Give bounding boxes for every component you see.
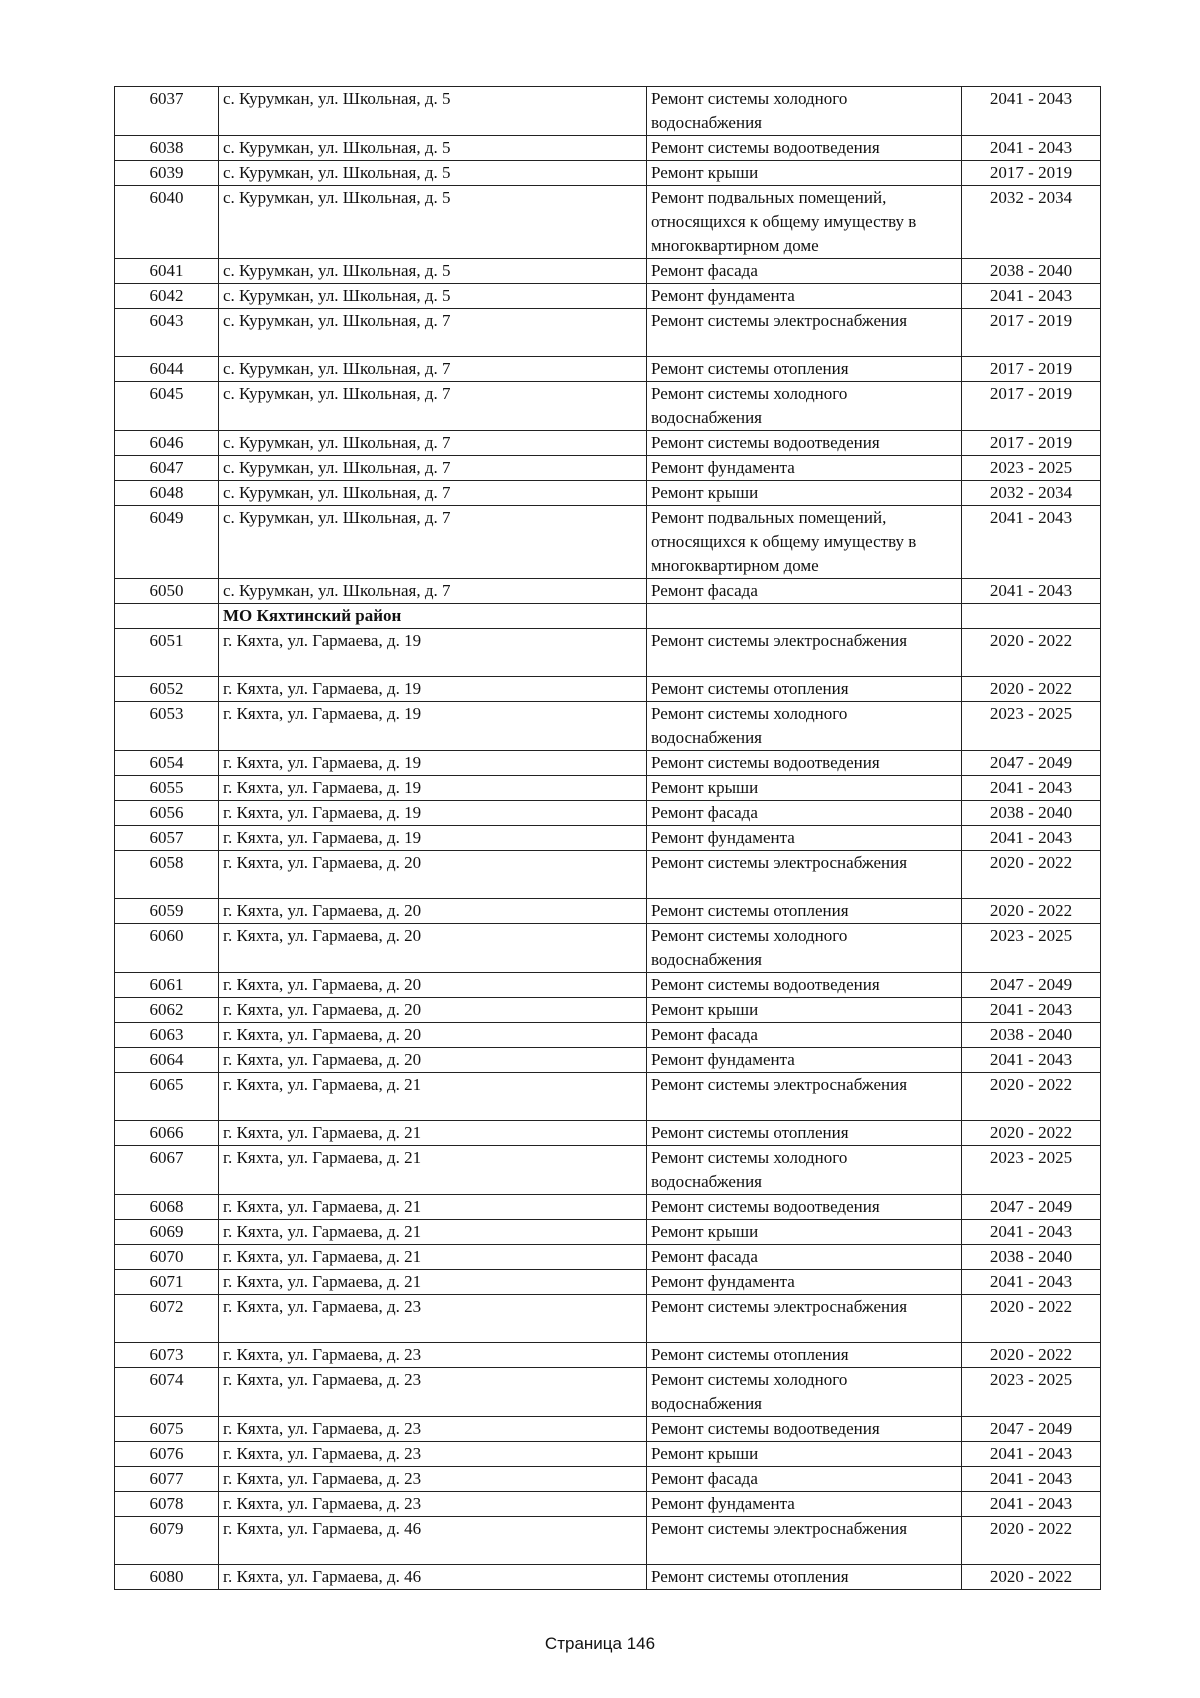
cell-period: 2023 - 2025	[962, 1368, 1101, 1417]
cell-num: 6051	[115, 629, 219, 677]
cell-num: 6040	[115, 186, 219, 259]
cell-num: 6066	[115, 1121, 219, 1146]
cell-work: Ремонт системы водоотведения	[647, 1417, 962, 1442]
cell-num: 6043	[115, 309, 219, 357]
table-row	[115, 259, 1101, 284]
cell-num: 6058	[115, 851, 219, 899]
cell-num: 6041	[115, 259, 219, 284]
cell-work: Ремонт системы водоотведения	[647, 136, 962, 161]
cell-work: Ремонт системы водоотведения	[647, 751, 962, 776]
table-row	[115, 899, 1101, 924]
table-row	[115, 801, 1101, 826]
cell-address: с. Курумкан, ул. Школьная, д. 7	[219, 579, 647, 604]
cell-work: Ремонт системы электроснабжения	[647, 851, 962, 899]
cell-work: Ремонт системы электроснабжения	[647, 629, 962, 677]
cell-address: г. Кяхта, ул. Гармаева, д. 19	[219, 629, 647, 677]
cell-address: г. Кяхта, ул. Гармаева, д. 20	[219, 1048, 647, 1073]
cell-address: с. Курумкан, ул. Школьная, д. 5	[219, 186, 647, 259]
cell-num: 6059	[115, 899, 219, 924]
table-row	[115, 579, 1101, 604]
table-row	[115, 1492, 1101, 1517]
cell-work: Ремонт системы водоотведения	[647, 1195, 962, 1220]
cell-num	[115, 604, 219, 629]
table-body	[115, 87, 1101, 1590]
cell-period: 2041 - 2043	[962, 284, 1101, 309]
cell-work: Ремонт крыши	[647, 481, 962, 506]
table-row	[115, 751, 1101, 776]
cell-address: с. Курумкан, ул. Школьная, д. 5	[219, 136, 647, 161]
cell-work	[647, 604, 962, 629]
cell-num: 6062	[115, 998, 219, 1023]
cell-address: г. Кяхта, ул. Гармаева, д. 19	[219, 751, 647, 776]
cell-address: г. Кяхта, ул. Гармаева, д. 19	[219, 702, 647, 751]
cell-period: 2041 - 2043	[962, 506, 1101, 579]
cell-work: Ремонт подвальных помещений, относящихся к общему имуществу в многоквартирном доме	[647, 186, 962, 259]
table-row	[115, 382, 1101, 431]
cell-period: 2020 - 2022	[962, 851, 1101, 899]
cell-address: г. Кяхта, ул. Гармаева, д. 21	[219, 1195, 647, 1220]
table-row	[115, 357, 1101, 382]
cell-period: 2041 - 2043	[962, 1492, 1101, 1517]
cell-num: 6054	[115, 751, 219, 776]
page-number: Страница 146	[544, 1634, 656, 1653]
cell-num: 6063	[115, 1023, 219, 1048]
cell-period: 2038 - 2040	[962, 1245, 1101, 1270]
table-row	[115, 1023, 1101, 1048]
table-row	[115, 1517, 1101, 1565]
cell-num: 6065	[115, 1073, 219, 1121]
cell-work: Ремонт крыши	[647, 1220, 962, 1245]
cell-address: г. Кяхта, ул. Гармаева, д. 23	[219, 1295, 647, 1343]
cell-period: 2041 - 2043	[962, 826, 1101, 851]
cell-work: Ремонт системы холодного водоснабжения	[647, 87, 962, 136]
cell-address: с. Курумкан, ул. Школьная, д. 5	[219, 259, 647, 284]
cell-num: 6061	[115, 973, 219, 998]
table-row	[115, 1565, 1101, 1590]
cell-address: г. Кяхта, ул. Гармаева, д. 23	[219, 1368, 647, 1417]
cell-work: Ремонт системы холодного водоснабжения	[647, 382, 962, 431]
cell-num: 6067	[115, 1146, 219, 1195]
cell-address: г. Кяхта, ул. Гармаева, д. 23	[219, 1417, 647, 1442]
cell-period: 2023 - 2025	[962, 702, 1101, 751]
cell-address: г. Кяхта, ул. Гармаева, д. 20	[219, 924, 647, 973]
cell-num: 6077	[115, 1467, 219, 1492]
cell-period: 2041 - 2043	[962, 579, 1101, 604]
cell-work: Ремонт системы электроснабжения	[647, 309, 962, 357]
cell-period: 2017 - 2019	[962, 357, 1101, 382]
cell-address: г. Кяхта, ул. Гармаева, д. 21	[219, 1121, 647, 1146]
cell-work: Ремонт крыши	[647, 161, 962, 186]
cell-address: с. Курумкан, ул. Школьная, д. 7	[219, 357, 647, 382]
cell-num: 6074	[115, 1368, 219, 1417]
table-row	[115, 629, 1101, 677]
cell-work: Ремонт крыши	[647, 776, 962, 801]
cell-address: г. Кяхта, ул. Гармаева, д. 23	[219, 1467, 647, 1492]
table-row	[115, 1417, 1101, 1442]
cell-period: 2020 - 2022	[962, 1073, 1101, 1121]
cell-num: 6070	[115, 1245, 219, 1270]
cell-period: 2032 - 2034	[962, 481, 1101, 506]
cell-num: 6076	[115, 1442, 219, 1467]
cell-period: 2017 - 2019	[962, 309, 1101, 357]
cell-work: Ремонт фундамента	[647, 826, 962, 851]
cell-work: Ремонт системы отопления	[647, 899, 962, 924]
cell-period: 2020 - 2022	[962, 629, 1101, 677]
cell-work: Ремонт подвальных помещений, относящихся к общему имуществу в многоквартирном доме	[647, 506, 962, 579]
cell-num: 6080	[115, 1565, 219, 1590]
cell-address: г. Кяхта, ул. Гармаева, д. 19	[219, 826, 647, 851]
table-row	[115, 309, 1101, 357]
table-row	[115, 1343, 1101, 1368]
repair-schedule-table	[114, 86, 1101, 1590]
table-row	[115, 1467, 1101, 1492]
cell-address: г. Кяхта, ул. Гармаева, д. 23	[219, 1492, 647, 1517]
cell-address: г. Кяхта, ул. Гармаева, д. 21	[219, 1270, 647, 1295]
table-row	[115, 1146, 1101, 1195]
cell-address: г. Кяхта, ул. Гармаева, д. 46	[219, 1565, 647, 1590]
cell-period: 2038 - 2040	[962, 801, 1101, 826]
cell-num: 6045	[115, 382, 219, 431]
cell-num: 6052	[115, 677, 219, 702]
cell-work: Ремонт фасада	[647, 801, 962, 826]
table-row	[115, 1270, 1101, 1295]
table-row	[115, 87, 1101, 136]
cell-address: г. Кяхта, ул. Гармаева, д. 21	[219, 1146, 647, 1195]
cell-num: 6057	[115, 826, 219, 851]
table-row	[115, 431, 1101, 456]
table-row	[115, 1245, 1101, 1270]
cell-work: Ремонт системы водоотведения	[647, 973, 962, 998]
cell-period: 2041 - 2043	[962, 1467, 1101, 1492]
cell-period	[962, 604, 1101, 629]
cell-address: г. Кяхта, ул. Гармаева, д. 23	[219, 1343, 647, 1368]
cell-num: 6072	[115, 1295, 219, 1343]
cell-period: 2023 - 2025	[962, 1146, 1101, 1195]
cell-address: с. Курумкан, ул. Школьная, д. 7	[219, 431, 647, 456]
cell-period: 2020 - 2022	[962, 1295, 1101, 1343]
cell-work: Ремонт фундамента	[647, 1492, 962, 1517]
cell-work: Ремонт фундамента	[647, 456, 962, 481]
table-row	[115, 826, 1101, 851]
cell-work: Ремонт системы отопления	[647, 1343, 962, 1368]
cell-period: 2041 - 2043	[962, 776, 1101, 801]
cell-num: 6049	[115, 506, 219, 579]
cell-work: Ремонт системы электроснабжения	[647, 1073, 962, 1121]
table-row	[115, 136, 1101, 161]
cell-period: 2023 - 2025	[962, 924, 1101, 973]
cell-address: г. Кяхта, ул. Гармаева, д. 20	[219, 899, 647, 924]
cell-period: 2020 - 2022	[962, 899, 1101, 924]
table-row	[115, 702, 1101, 751]
cell-address: с. Курумкан, ул. Школьная, д. 7	[219, 309, 647, 357]
table-row	[115, 998, 1101, 1023]
cell-period: 2020 - 2022	[962, 677, 1101, 702]
section-row	[115, 604, 1101, 629]
cell-period: 2020 - 2022	[962, 1343, 1101, 1368]
cell-work: Ремонт системы холодного водоснабжения	[647, 1146, 962, 1195]
table-row	[115, 1368, 1101, 1417]
table-row	[115, 677, 1101, 702]
cell-work: Ремонт крыши	[647, 998, 962, 1023]
cell-num: 6047	[115, 456, 219, 481]
cell-period: 2020 - 2022	[962, 1565, 1101, 1590]
cell-work: Ремонт системы отопления	[647, 677, 962, 702]
table-row	[115, 161, 1101, 186]
cell-work: Ремонт фасада	[647, 579, 962, 604]
cell-address: г. Кяхта, ул. Гармаева, д. 23	[219, 1442, 647, 1467]
table-row	[115, 1121, 1101, 1146]
table-row	[115, 973, 1101, 998]
cell-address: с. Курумкан, ул. Школьная, д. 5	[219, 161, 647, 186]
cell-work: Ремонт системы отопления	[647, 357, 962, 382]
table-row	[115, 481, 1101, 506]
cell-address: с. Курумкан, ул. Школьная, д. 7	[219, 481, 647, 506]
cell-period: 2017 - 2019	[962, 382, 1101, 431]
cell-work: Ремонт системы отопления	[647, 1565, 962, 1590]
cell-period: 2038 - 2040	[962, 259, 1101, 284]
table-row	[115, 1442, 1101, 1467]
cell-address: г. Кяхта, ул. Гармаева, д. 20	[219, 1023, 647, 1048]
cell-num: 6055	[115, 776, 219, 801]
cell-period: 2038 - 2040	[962, 1023, 1101, 1048]
table-row	[115, 456, 1101, 481]
cell-address: г. Кяхта, ул. Гармаева, д. 20	[219, 851, 647, 899]
cell-period: 2047 - 2049	[962, 973, 1101, 998]
cell-address: с. Курумкан, ул. Школьная, д. 7	[219, 456, 647, 481]
cell-num: 6073	[115, 1343, 219, 1368]
table-row	[115, 506, 1101, 579]
cell-num: 6039	[115, 161, 219, 186]
cell-address: г. Кяхта, ул. Гармаева, д. 20	[219, 998, 647, 1023]
cell-work: Ремонт системы электроснабжения	[647, 1517, 962, 1565]
cell-period: 2047 - 2049	[962, 1195, 1101, 1220]
cell-num: 6060	[115, 924, 219, 973]
cell-address: с. Курумкан, ул. Школьная, д. 5	[219, 87, 647, 136]
cell-num: 6075	[115, 1417, 219, 1442]
cell-address: с. Курумкан, ул. Школьная, д. 5	[219, 284, 647, 309]
cell-num: 6078	[115, 1492, 219, 1517]
table-row	[115, 1073, 1101, 1121]
table-row	[115, 1195, 1101, 1220]
table-row	[115, 186, 1101, 259]
cell-period: 2047 - 2049	[962, 751, 1101, 776]
table-row	[115, 284, 1101, 309]
cell-address: г. Кяхта, ул. Гармаева, д. 20	[219, 973, 647, 998]
cell-address: г. Кяхта, ул. Гармаева, д. 19	[219, 677, 647, 702]
cell-period: 2017 - 2019	[962, 431, 1101, 456]
cell-num: 6050	[115, 579, 219, 604]
table-row	[115, 1295, 1101, 1343]
cell-num: 6079	[115, 1517, 219, 1565]
cell-work: Ремонт фундамента	[647, 284, 962, 309]
table-row	[115, 1048, 1101, 1073]
cell-work: Ремонт фасада	[647, 1245, 962, 1270]
cell-num: 6046	[115, 431, 219, 456]
cell-num: 6037	[115, 87, 219, 136]
cell-period: 2017 - 2019	[962, 161, 1101, 186]
cell-work: Ремонт системы электроснабжения	[647, 1295, 962, 1343]
cell-work: Ремонт крыши	[647, 1442, 962, 1467]
cell-period: 2041 - 2043	[962, 1270, 1101, 1295]
cell-num: 6044	[115, 357, 219, 382]
cell-period: 2041 - 2043	[962, 136, 1101, 161]
cell-address: г. Кяхта, ул. Гармаева, д. 46	[219, 1517, 647, 1565]
cell-work: Ремонт фасада	[647, 1023, 962, 1048]
cell-address: г. Кяхта, ул. Гармаева, д. 21	[219, 1245, 647, 1270]
cell-work: Ремонт системы холодного водоснабжения	[647, 924, 962, 973]
cell-address: г. Кяхта, ул. Гармаева, д. 19	[219, 776, 647, 801]
cell-period: 2041 - 2043	[962, 1220, 1101, 1245]
cell-num: 6053	[115, 702, 219, 751]
section-title: МО Кяхтинский район	[219, 604, 647, 629]
cell-work: Ремонт системы холодного водоснабжения	[647, 702, 962, 751]
cell-period: 2041 - 2043	[962, 1048, 1101, 1073]
cell-address: с. Курумкан, ул. Школьная, д. 7	[219, 382, 647, 431]
cell-period: 2023 - 2025	[962, 456, 1101, 481]
cell-num: 6038	[115, 136, 219, 161]
cell-work: Ремонт системы водоотведения	[647, 431, 962, 456]
cell-address: г. Кяхта, ул. Гармаева, д. 21	[219, 1073, 647, 1121]
cell-num: 6064	[115, 1048, 219, 1073]
table-row	[115, 776, 1101, 801]
cell-num: 6068	[115, 1195, 219, 1220]
cell-period: 2041 - 2043	[962, 87, 1101, 136]
cell-period: 2020 - 2022	[962, 1517, 1101, 1565]
cell-period: 2047 - 2049	[962, 1417, 1101, 1442]
cell-num: 6048	[115, 481, 219, 506]
table-row	[115, 924, 1101, 973]
cell-num: 6042	[115, 284, 219, 309]
table-row	[115, 851, 1101, 899]
cell-address: г. Кяхта, ул. Гармаева, д. 19	[219, 801, 647, 826]
table-row	[115, 1220, 1101, 1245]
cell-address: с. Курумкан, ул. Школьная, д. 7	[219, 506, 647, 579]
cell-work: Ремонт фасада	[647, 259, 962, 284]
cell-num: 6069	[115, 1220, 219, 1245]
cell-num: 6071	[115, 1270, 219, 1295]
cell-work: Ремонт системы отопления	[647, 1121, 962, 1146]
cell-period: 2041 - 2043	[962, 1442, 1101, 1467]
cell-work: Ремонт фундамента	[647, 1270, 962, 1295]
cell-work: Ремонт фундамента	[647, 1048, 962, 1073]
cell-work: Ремонт фасада	[647, 1467, 962, 1492]
cell-period: 2041 - 2043	[962, 998, 1101, 1023]
cell-period: 2032 - 2034	[962, 186, 1101, 259]
cell-num: 6056	[115, 801, 219, 826]
cell-period: 2020 - 2022	[962, 1121, 1101, 1146]
cell-address: г. Кяхта, ул. Гармаева, д. 21	[219, 1220, 647, 1245]
cell-work: Ремонт системы холодного водоснабжения	[647, 1368, 962, 1417]
